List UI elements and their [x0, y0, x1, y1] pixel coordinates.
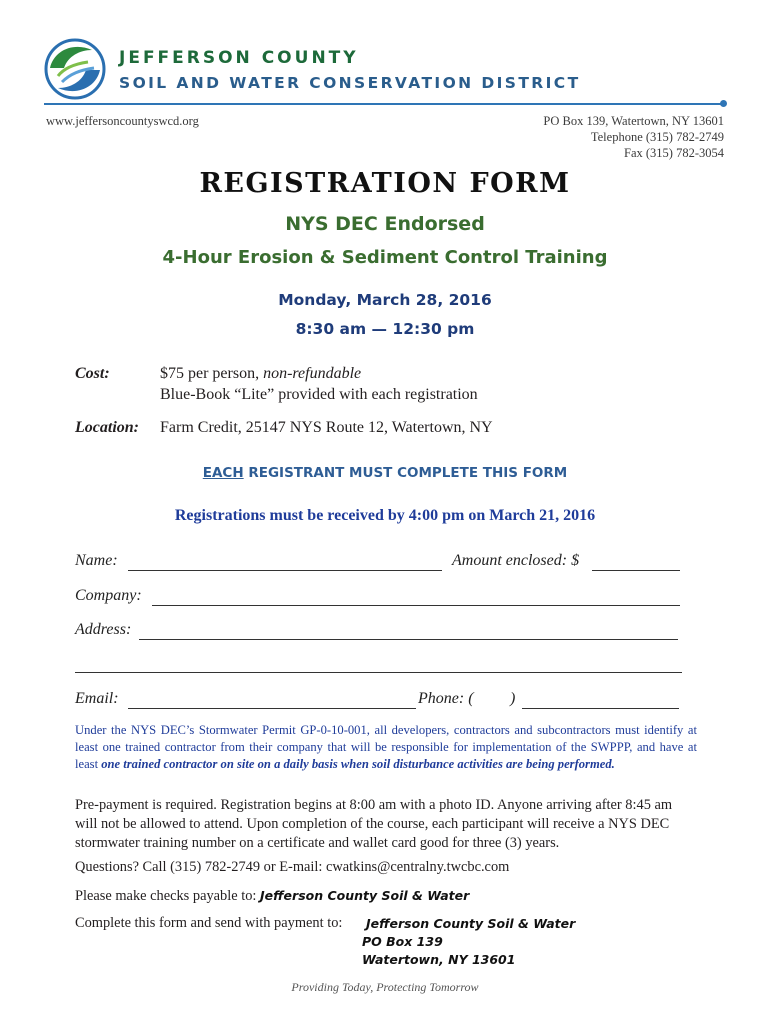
header-divider: [44, 103, 724, 105]
cost-label: Cost:: [75, 365, 110, 382]
each-rest: REGISTRANT MUST COMPLETE THIS FORM: [243, 465, 568, 481]
cost-refund-note: non-refundable: [263, 365, 362, 382]
checks-text: Please make checks payable to:: [75, 888, 261, 904]
phone-label: Phone: (: [418, 690, 474, 707]
event-date: Monday, March 28, 2016: [278, 291, 492, 309]
questions-line: Questions? Call (315) 782-2749 or E-mail: cwatkins@centralny.twcbc.com: [75, 859, 510, 875]
subtitle-endorsed: NYS DEC Endorsed: [285, 213, 485, 235]
send-address-line2: PO Box 139: [362, 934, 443, 949]
send-address-line1: Jefferson County Soil & Water: [366, 916, 576, 931]
permit-text: Under the NYS DEC’s Stormwater Permit GP-0-10-001, all developers, contractors and subcontractors must identify at least one trained contractor from their company that will be responsible for implementation of the SWPPP, and have at least: [75, 723, 697, 771]
checks-line: [75, 886, 697, 906]
cost-line2: Blue-Book “Lite” provided with each registration: [160, 386, 478, 403]
email-label: Email:: [75, 690, 119, 707]
each-emphasis: EACH: [202, 465, 244, 481]
org-name-line1: JEFFERSON COUNTY: [119, 48, 359, 68]
send-address-line3: Watertown, NY 13601: [362, 952, 516, 967]
company-field[interactable]: [152, 605, 680, 606]
org-name-line2: SOIL AND WATER CONSERVATION DISTRICT: [119, 74, 581, 92]
contact-block: [543, 113, 724, 161]
company-label: Company:: [75, 587, 142, 604]
checks-payee: Jefferson County Soil & Water: [260, 888, 470, 903]
form-title: REGISTRATION FORM: [199, 168, 571, 199]
address-label: Address:: [75, 621, 132, 638]
event-time: 8:30 am — 12:30 pm: [295, 320, 475, 338]
amount-field[interactable]: [592, 570, 680, 571]
cost-line1: [160, 365, 361, 383]
address-field-line2[interactable]: [75, 672, 682, 673]
prepayment-paragraph: Pre-payment is required. Registration begins at 8:00 am with a photo ID. Anyone arriving after 8:45 am will not be allowed to attend. Upon completion of the course, each participant will receive a NYS DEC stormwater training number on a certificate and wallet card good for three (3) years.: [75, 797, 673, 851]
mailing-address: PO Box 139, Watertown, NY 13601: [543, 114, 724, 128]
footer-tagline: Providing Today, Protecting Tomorrow: [291, 980, 479, 994]
hands-circle-logo-icon: [44, 38, 106, 100]
website-link[interactable]: www.jeffersoncountyswcd.org: [46, 114, 199, 128]
amount-label: Amount enclosed: $: [452, 552, 580, 569]
send-line: Complete this form and send with payment to:: [75, 915, 343, 931]
phone-field[interactable]: [522, 708, 679, 709]
name-field[interactable]: [128, 570, 442, 571]
phone-paren-close: ): [510, 690, 516, 707]
permit-notice: [75, 722, 697, 773]
location-label: Location:: [75, 419, 139, 436]
subtitle-training: 4-Hour Erosion & Sediment Control Training: [162, 247, 608, 268]
registration-deadline: Registrations must be received by 4:00 pm on March 21, 2016: [174, 507, 596, 524]
address-field-line1[interactable]: [139, 639, 678, 640]
header-divider-dot: [720, 100, 727, 107]
fax: Fax (315) 782-3054: [624, 146, 724, 160]
name-label: Name:: [75, 552, 118, 569]
location-value: Farm Credit, 25147 NYS Route 12, Watertown, NY: [160, 419, 493, 436]
each-registrant-notice: [0, 465, 770, 481]
permit-emphasis: one trained contractor on site on a daily basis when soil disturbance activities are being performed.: [101, 757, 615, 771]
telephone: Telephone (315) 782-2749: [590, 130, 724, 144]
email-field[interactable]: [128, 708, 416, 709]
cost-price: $75 per person,: [160, 365, 264, 382]
